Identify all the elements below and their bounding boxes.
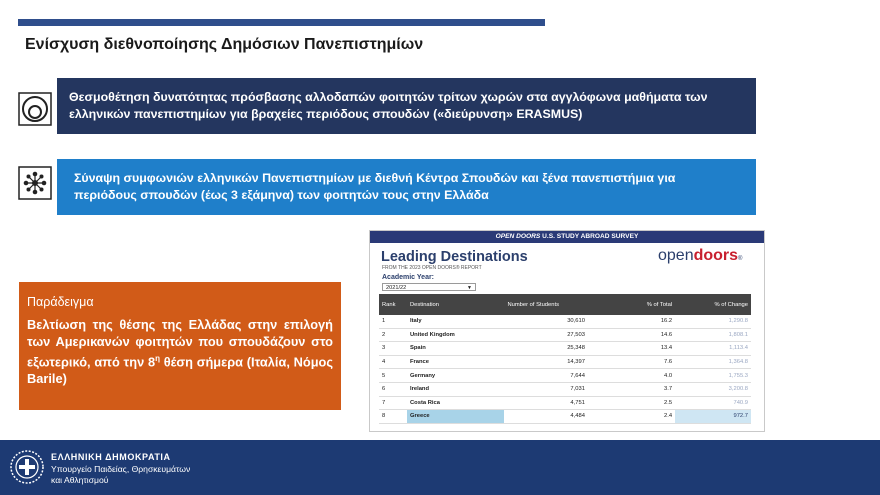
opendoors-logo: opendoors® [658, 247, 743, 264]
example-box [19, 282, 341, 410]
greek-emblem-icon [9, 449, 45, 485]
network-icon [18, 166, 52, 200]
table-row-greece: 8 Greece 4,484 2.4 972.7 [379, 410, 751, 424]
footer-bar [0, 440, 880, 495]
erasmus-extension-text: Θεσμοθέτηση δυνατότητας πρόσβασης αλλοδαπών φοιτητών τρίτων χωρών στα αγγλόφωνα μαθήματα των ελληνικών πανεπιστημίων για βραχείες περιόδους σπουδών («διεύρυνση» ERASMUS) [69, 90, 708, 121]
page-title: Ενίσχυση διεθνοποίησης Δημόσιων Πανεπιστημίων [25, 36, 424, 53]
survey-banner: OPEN DOORS U.S. STUDY ABROAD SURVEY [370, 231, 764, 243]
agreements-box [57, 159, 756, 215]
example-text: Βελτίωση της θέσης της Ελλάδας στην επιλογή των Αμερικανών φοιτητών που σπουδάζουν στο εξωτερικό, από την $8^\eta$ θέση σήμερα (Ιταλία, Νόμος Barile) [27, 317, 333, 387]
footer-org-name: ΕΛΛΗΝΙΚΗ ΔΗΜΟΚΡΑΤΙΑ [51, 452, 171, 462]
table-row: 4 France 14,397 7.6 1,364.8 [379, 355, 751, 369]
destinations-table [379, 294, 751, 424]
table-row: 5 Germany 7,644 4.0 1,755.3 [379, 369, 751, 383]
academic-year-select[interactable]: 2021/22 ▼ [382, 283, 476, 291]
open-doors-screenshot [369, 230, 765, 432]
academic-year-label: Academic Year: [382, 274, 435, 281]
chevron-down-icon: ▼ [467, 285, 472, 291]
report-source: FROM THE 2023 OPEN DOORS® REPORT [382, 265, 482, 271]
col-pct-change: % of Change [675, 294, 751, 315]
col-pct-total: % of Total [615, 294, 675, 315]
col-students: Number of Students [504, 294, 614, 315]
table-row: 2 United Kingdom 27,503 14.6 1,808.1 [379, 328, 751, 342]
leading-destinations-heading: Leading Destinations [381, 249, 528, 265]
table-row: 1 Italy 30,610 16.2 1,290.8 [379, 315, 751, 328]
table-row: 3 Spain 25,348 13.4 1,113.4 [379, 342, 751, 356]
col-rank: Rank [379, 294, 407, 315]
example-label: Παράδειγμα [27, 295, 94, 309]
footer-ministry-name: Υπουργείο Παιδείας, Θρησκευμάτων και Αθλητισμού [51, 464, 191, 485]
table-row: 7 Costa Rica 4,751 2.5 740.9 [379, 396, 751, 410]
concentric-circles-icon [18, 92, 52, 126]
agreements-text: Σύναψη συμφωνιών ελληνικών Πανεπιστημίων με διεθνή Κέντρα Σπουδών και ξένα πανεπιστήμια για περιόδους σπουδών (έως 3 εξάμηνα) των φοιτητών τους στην Ελλάδα [74, 171, 676, 202]
col-destination: Destination [407, 294, 504, 315]
table-row: 6 Ireland 7,031 3.7 3,200.8 [379, 382, 751, 396]
top-accent-bar [18, 19, 545, 26]
erasmus-extension-box [57, 78, 756, 134]
